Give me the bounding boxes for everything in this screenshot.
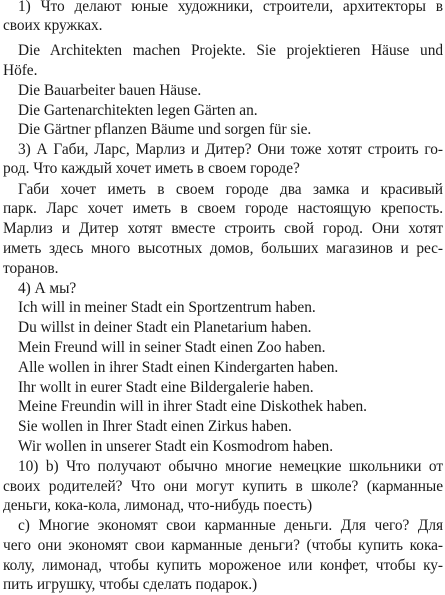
- text-line: Ihr wollt in eurer Stadt eine Bildergalerie haben.: [18, 379, 314, 396]
- text-line: своих кружках.: [3, 17, 103, 34]
- text-line: 10) b) Что получают обычно многие немецкие школьники от: [18, 458, 443, 475]
- text-line: Ich will in meiner Stadt ein Sportzentrum haben.: [18, 299, 316, 316]
- text-line: род. Что каждый хочет иметь в своем городе?: [3, 160, 300, 177]
- text-line: деньги, кока-кола, лимонад, что-нибудь поесть): [3, 497, 313, 514]
- text-line: 3) А Габи, Ларс, Марлиз и Дитер? Они тоже хотят строить го-: [18, 141, 443, 158]
- text-line: чего они экономят свои карманные деньги? (чтобы купить кока-: [3, 537, 443, 554]
- text-line: Wir wollen in unserer Stadt ein Kosmodrom haben.: [18, 438, 333, 455]
- text-line: иметь здесь много высотных домов, больших магазинов и рес-: [3, 240, 443, 257]
- text-line: Sie wollen in Ihrer Stadt einen Zirkus haben.: [18, 418, 292, 435]
- text-line: Alle wollen in ihrer Stadt einen Kindergarten haben.: [18, 359, 339, 376]
- text-line: с) Многие экономят свои карманные деньги. Для чего? Для: [18, 517, 443, 534]
- text-line: Mein Freund will in seiner Stadt einen Zoo haben.: [18, 339, 326, 356]
- text-line: парк. Ларс хочет иметь в своем городе настоящую крепость.: [3, 200, 443, 217]
- text-line: Die Bauarbeiter bauen Häuse.: [18, 82, 202, 99]
- text-line: Meine Freundin will in ihrer Stadt eine Diskothek haben.: [18, 398, 367, 415]
- text-line: Höfe.: [3, 62, 38, 79]
- text-line: 4) А мы?: [18, 280, 77, 297]
- text-line: Du willst in deiner Stadt ein Planetarium haben.: [18, 319, 312, 336]
- text-line: 1) Что делают юные художники, строители, архитекторы в: [18, 0, 443, 15]
- text-line: Die Architekten machen Projekte. Sie projektieren Häuse und: [18, 42, 443, 59]
- text-line: Габи хочет иметь в своем городе два замка и красивый: [18, 181, 443, 198]
- text-line: Марлиз и Дитер хотят вместе строить свой город. Они хотят: [3, 220, 443, 237]
- text-line: пить игрушку, чтобы сделать подарок.): [3, 576, 258, 593]
- text-line: Die Gartenarchitekten legen Gärten an.: [18, 102, 258, 119]
- text-line: колу, лимонад, чтобы купить мороженое или конфет, чтобы ку-: [3, 557, 443, 574]
- text-line: своих родителей? Что они могут купить в школе? (карманные: [3, 478, 443, 495]
- text-line: Die Gärtner pflanzen Bäume und sorgen für sie.: [18, 121, 312, 138]
- text-line: торанов.: [3, 260, 59, 277]
